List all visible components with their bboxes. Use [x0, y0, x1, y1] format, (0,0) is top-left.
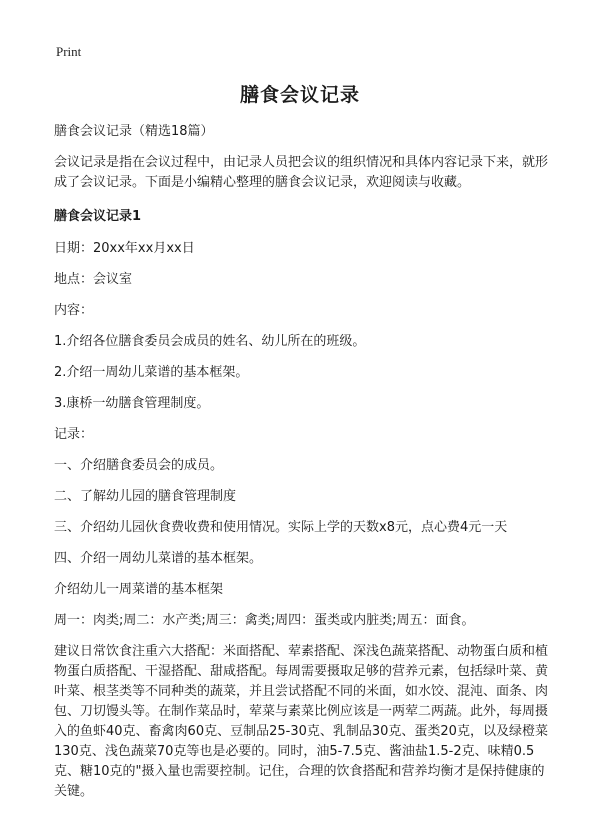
document-body: [54, 122, 554, 802]
record-item-1: 一、介绍膳食委员会的成员。: [54, 458, 224, 473]
document-title: 膳食会议记录: [239, 84, 360, 106]
menu-framework-heading: 介绍幼儿一周菜谱的基本框架: [54, 582, 224, 597]
document-subtitle: 膳食会议记录（精选18篇）: [54, 124, 214, 139]
record-item-2: 二、了解幼儿园的膳食管理制度: [54, 489, 237, 504]
section-heading: 膳食会议记录1: [54, 209, 142, 224]
content-item-1: 1.介绍各位膳食委员会成员的姓名、幼儿所在的班级。: [54, 334, 366, 349]
intro-paragraph: 会议记录是指在会议过程中，由记录人员把会议的组织情况和具体内容记录下来，就形成了会议记录。下面是小编精心整理的膳食会议记录，欢迎阅读与收藏。: [54, 155, 549, 190]
record-item-4: 四、介绍一周幼儿菜谱的基本框架。: [54, 551, 263, 566]
print-link[interactable]: Print: [56, 44, 82, 59]
final-paragraph: 建议日常饮食注重六大搭配：米面搭配、荤素搭配、深浅色蔬菜搭配、动物蛋白质和植物蛋白质搭配、干湿搭配、甜咸搭配。每周需要摄取足够的营养元素，包括绿叶菜、黄叶菜、根茎类等不同种类的蔬菜，并且尝试搭配不同的米面，如水饺、混沌、面条、肉包、刀切馒头等。在制作菜品时，荤菜与素菜比例应该是一两荤二两蔬。此外，每周摄入的鱼虾40克、畜禽肉60克、豆制品25-30克、乳制品30克、蛋类20克，以及绿橙菜130克、浅色蔬菜70克等也是必要的。同时，油5-7.5克、酱油盐1.5-2克、味精0.5克、糖10克的"摄入量也需要控制。记住，合理的饮食搭配和营养均衡才是保持健康的关键。: [54, 644, 549, 799]
content-item-3: 3.康桥一幼膳食管理制度。: [54, 396, 210, 411]
record-item-3: 三、介绍幼儿园伙食费收费和使用情况。实际上学的天数x8元，点心费4元一天: [54, 520, 508, 535]
location-line: 地点：会议室: [54, 272, 133, 287]
date-line: 日期：20xx年xx月xx日: [54, 241, 195, 256]
content-item-2: 2.介绍一周幼儿菜谱的基本框架。: [54, 365, 249, 380]
weekly-menu-line: 周一：肉类;周二：水产类;周三：禽类;周四：蛋类或内脏类;周五：面食。: [54, 613, 475, 628]
content-label: 内容：: [54, 303, 94, 318]
record-label: 记录：: [54, 427, 94, 442]
